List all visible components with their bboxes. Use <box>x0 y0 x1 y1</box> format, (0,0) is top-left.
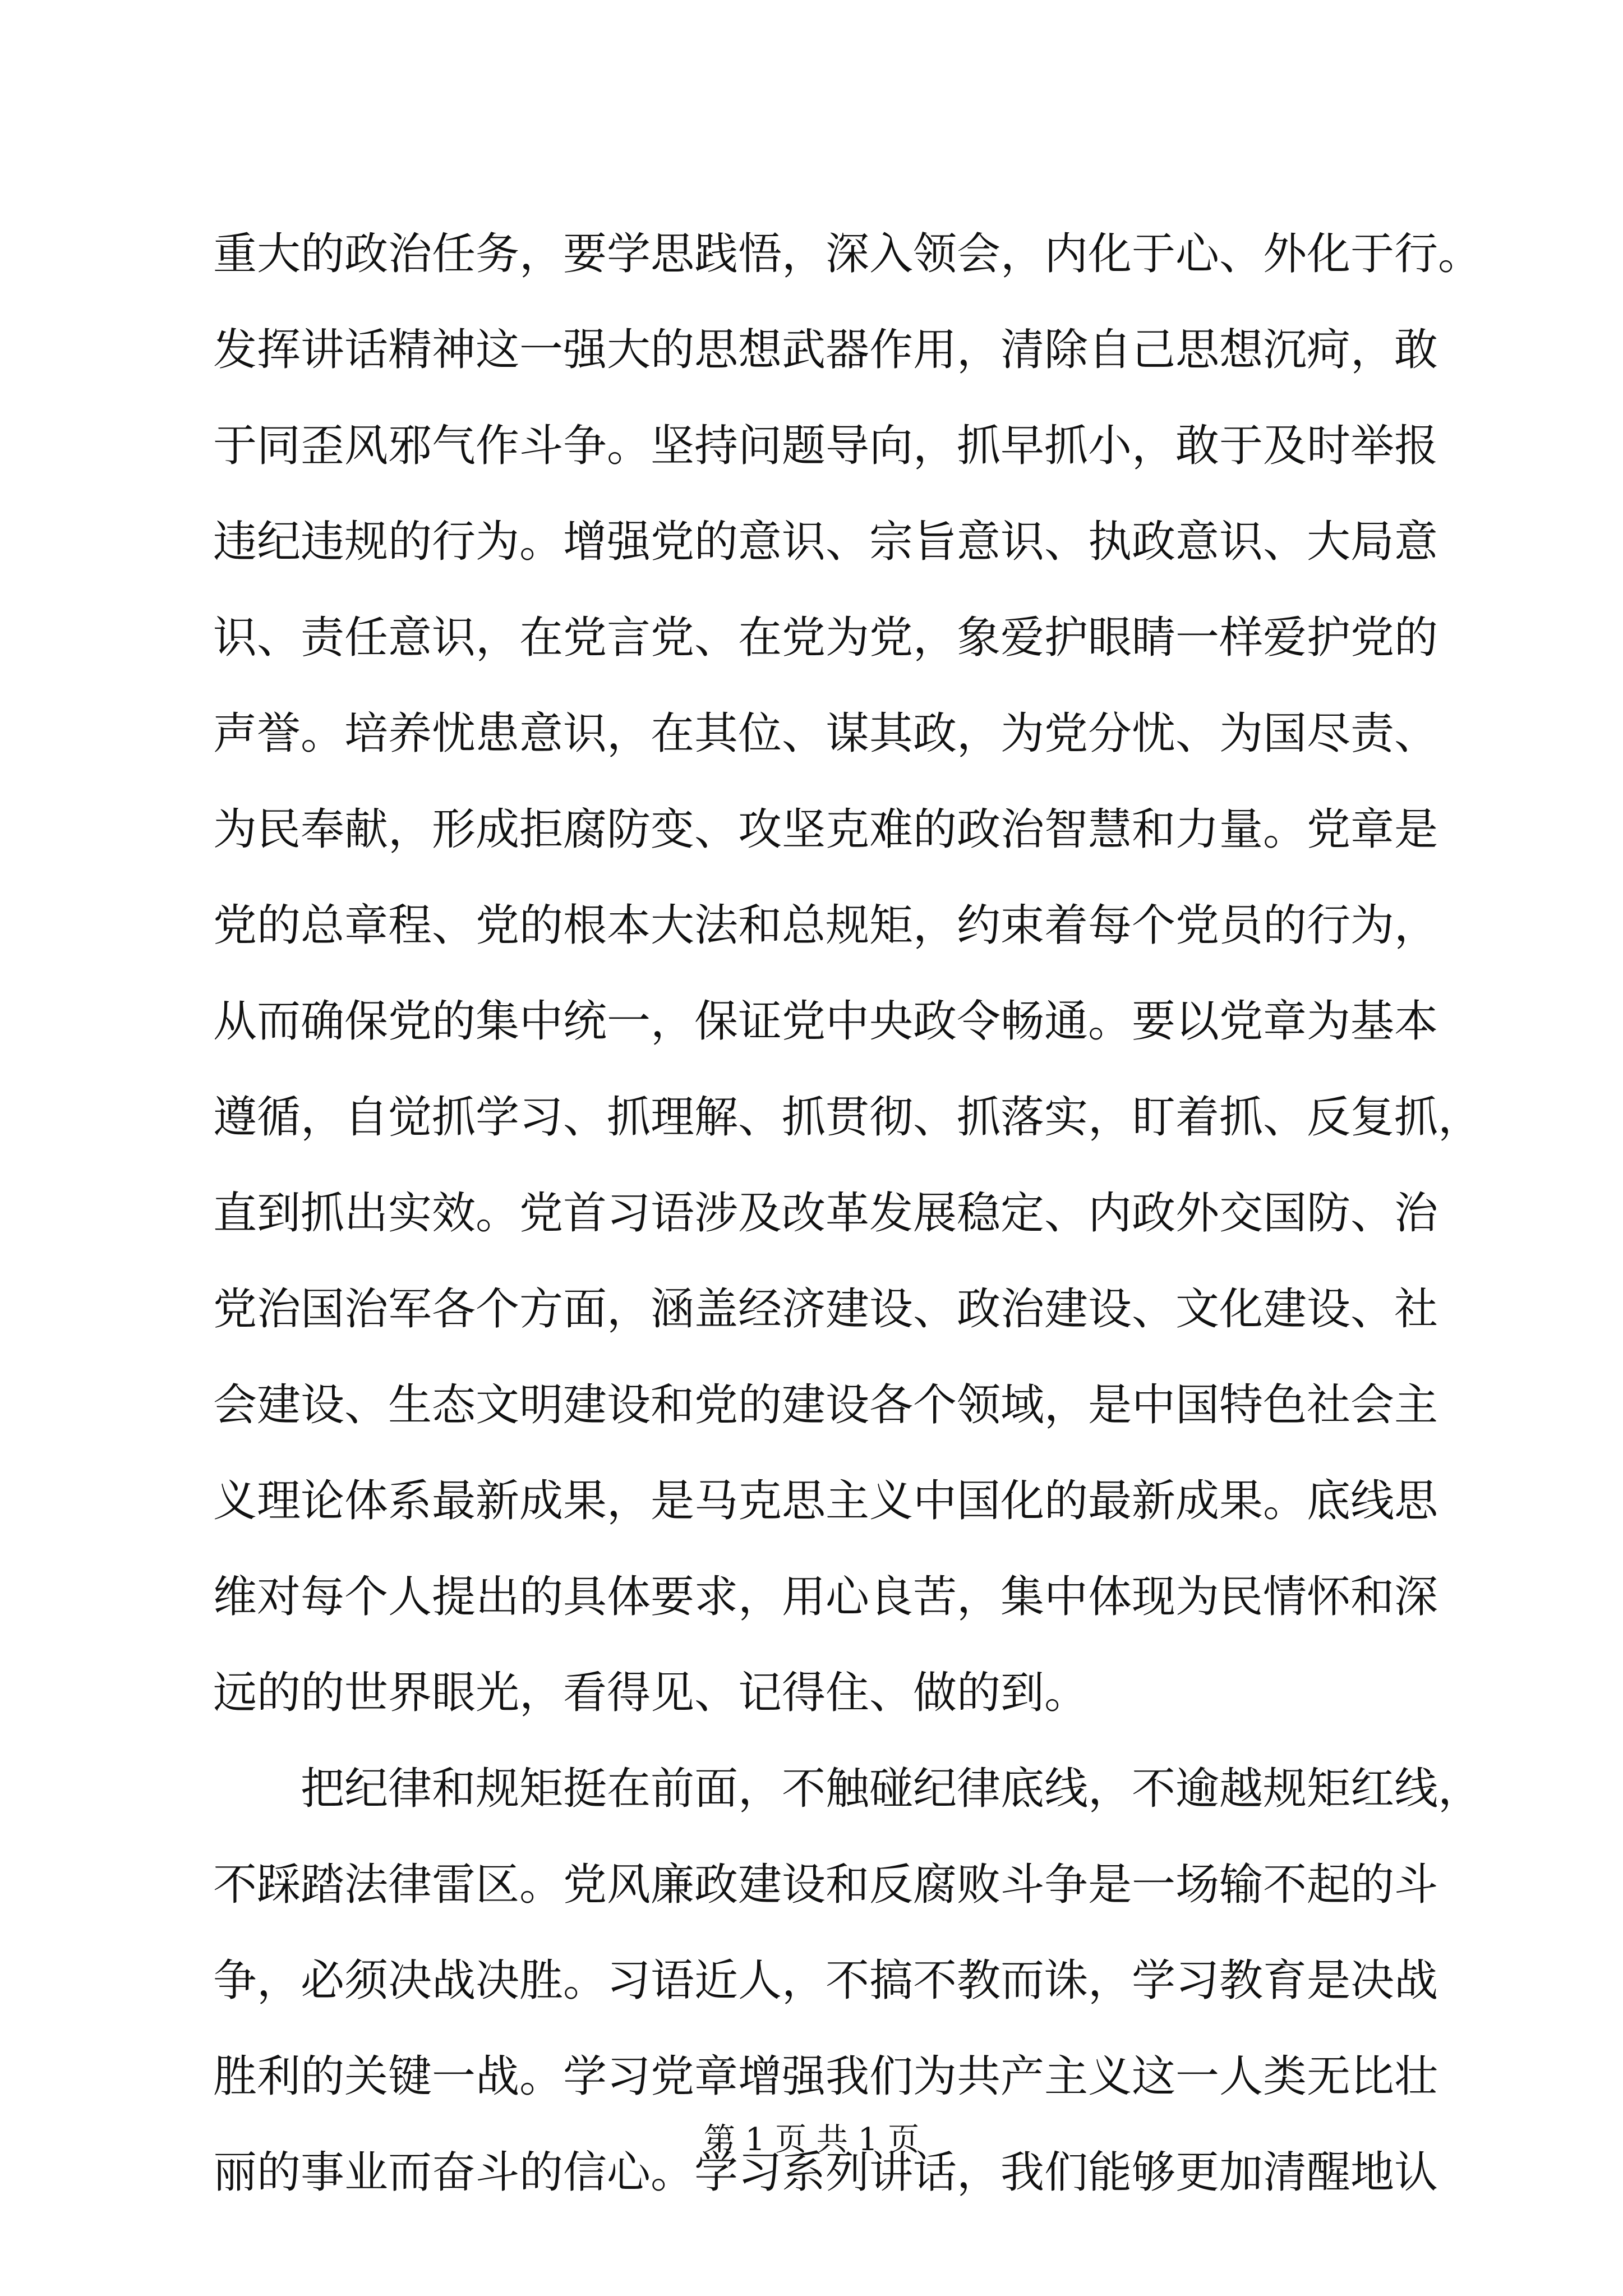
paragraph-2-line-4: 胜利的关键一战。学习党章增强我们为共产主义这一人类无比壮 <box>213 2051 1438 2102</box>
paragraph-1-line-11: 直到抓出实效。党首习语涉及改革发展稳定、内政外交国防、治 <box>213 1188 1438 1239</box>
body-text <box>213 206 1482 2221</box>
paragraph-1-line-16: 远的的世界眼光，看得见、记得住、做的到。 <box>213 1668 1089 1718</box>
paragraph-1-line-3: 于同歪风邪气作斗争。坚持问题导向，抓早抓小，敢于及时举报 <box>213 421 1438 471</box>
paragraph-1-line-7: 为民奉献，形成拒腐防变、攻坚克难的政治智慧和力量。党章是 <box>213 804 1438 855</box>
paragraph-1-line-1: 重大的政治任务，要学思践悟，深入领会，内化于心、外化于行。 <box>213 229 1482 279</box>
paragraph-1-line-14: 义理论体系最新成果，是马克思主义中国化的最新成果。底线思 <box>213 1476 1438 1526</box>
paragraph-1-line-12: 党治国治军各个方面，涵盖经济建设、政治建设、文化建设、社 <box>213 1284 1438 1335</box>
paragraph-1-line-8: 党的总章程、党的根本大法和总规矩，约束着每个党员的行为， <box>213 900 1438 951</box>
paragraph-1-line-15: 维对每个人提出的具体要求，用心良苦，集中体现为民情怀和深 <box>213 1572 1438 1622</box>
paragraph-2-line-3: 争，必须决战决胜。习语近人，不搞不教而诛，学习教育是决战 <box>213 1955 1438 2006</box>
paragraph-1-line-2: 发挥讲话精神这一强大的思想武器作用，清除自己思想沉疴，敢 <box>213 325 1438 375</box>
paragraph-1-line-13: 会建设、生态文明建设和党的建设各个领域，是中国特色社会主 <box>213 1380 1438 1430</box>
paragraph-2-line-2: 不踩踏法律雷区。党风廉政建设和反腐败斗争是一场输不起的斗 <box>213 1860 1438 1910</box>
paragraph-1-line-10: 遵循，自觉抓学习、抓理解、抓贯彻、抓落实，盯着抓、反复抓， <box>213 1092 1482 1143</box>
paragraph-1-line-9: 从而确保党的集中统一，保证党中央政令畅通。要以党章为基本 <box>213 996 1438 1047</box>
page-footer: 第 1 页 共 1 页 <box>703 2122 920 2158</box>
paragraph-2-line-1: 把纪律和规矩挺在前面，不触碰纪律底线，不逾越规矩红线， <box>301 1764 1482 1814</box>
paragraph-1-line-5: 识、责任意识，在党言党、在党为党，象爱护眼睛一样爱护党的 <box>213 613 1438 663</box>
paragraph-1-line-4: 违纪违规的行为。增强党的意识、宗旨意识、执政意识、大局意 <box>213 517 1438 567</box>
paragraph-2-line-5: 丽的事业而奋斗的信心。学习系列讲话，我们能够更加清醒地认 <box>213 2147 1438 2198</box>
paragraph-1-line-6: 声誉。培养忧患意识，在其位、谋其政，为党分忧、为国尽责、 <box>213 708 1438 759</box>
